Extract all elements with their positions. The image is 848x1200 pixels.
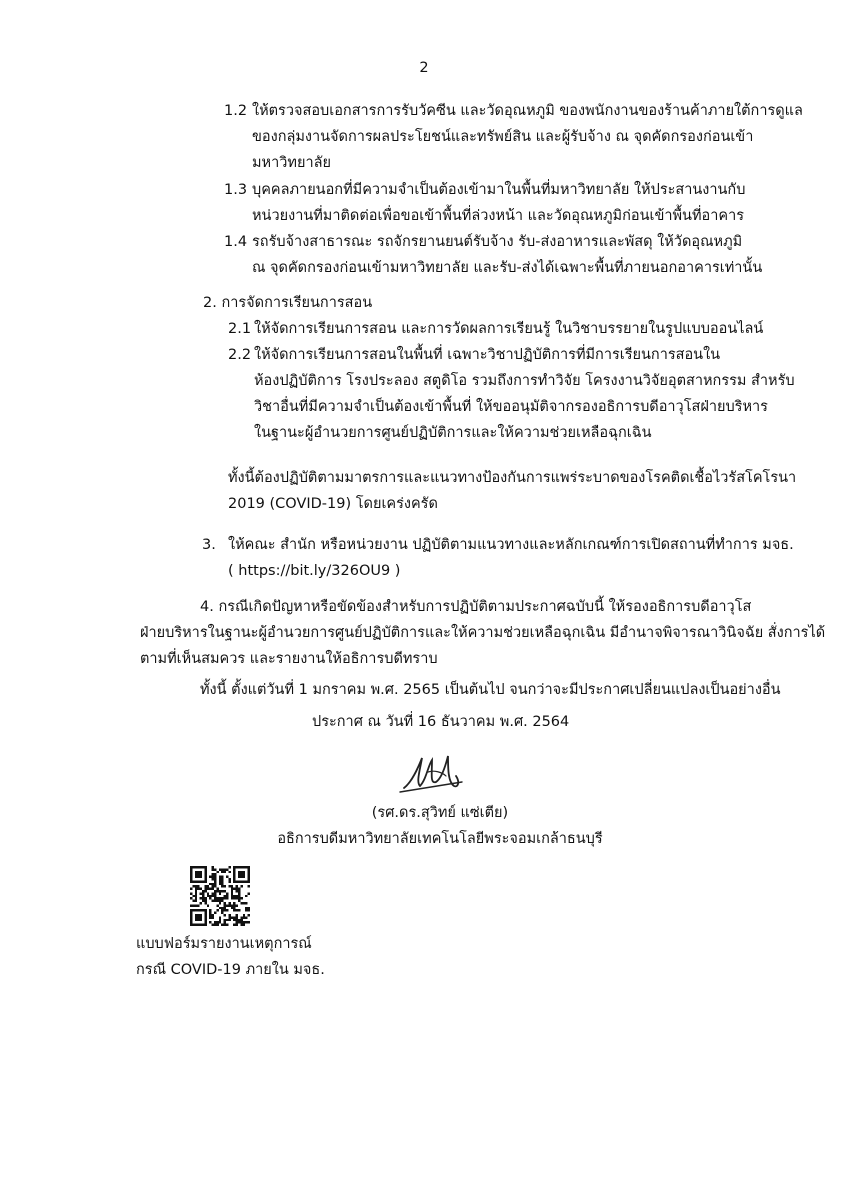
signature-image	[398, 752, 464, 798]
section-4-line-1: 4. กรณีเกิดปัญหาหรือขัดข้องสำหรับการปฏิบัติตามประกาศฉบับนี้ ให้รองอธิการบดีอาวุโส	[200, 599, 752, 615]
covid-note-line-2: 2019 (COVID-19) โดยเคร่งครัด	[228, 496, 438, 512]
item-2-2-line-4: ในฐานะผู้อำนวยการศูนย์ปฏิบัติการและให้ความช่วยเหลือฉุกเฉิน	[254, 425, 652, 441]
signatory-name: (รศ.ดร.สุวิทย์ แซ่เตีย)	[371, 805, 509, 821]
covid-note-line-1: ทั้งนี้ต้องปฏิบัติตามมาตรการและแนวทางป้องกันการแพร่ระบาดของโรคติดเชื้อไวรัสโคโรนา	[228, 470, 797, 486]
item-1-3-number: 1.3	[224, 182, 248, 198]
item-2-2-line-2: ห้องปฏิบัติการ โรงประลอง สตูดิโอ รวมถึงการทำวิจัย โครงงานวิจัยอุตสาหกรรม สำหรับ	[254, 373, 795, 389]
qr-caption-line-2: กรณี COVID-19 ภายใน มจธ.	[136, 962, 325, 978]
item-2-1-number: 2.1	[228, 321, 252, 337]
item-2-1-line-1: ให้จัดการเรียนการสอน และการวัดผลการเรียนรู้ ในวิชาบรรยายในรูปแบบออนไลน์	[254, 321, 764, 337]
item-1-4-line-1: รถรับจ้างสาธารณะ รถจักรยานยนต์รับจ้าง รับ-ส่งอาหารและพัสดุ ให้วัดอุณหภูมิ	[252, 234, 743, 250]
qr-code-image[interactable]	[190, 866, 250, 926]
item-2-2-number: 2.2	[228, 347, 252, 363]
section-3-number: 3.	[202, 537, 216, 553]
item-1-4-line-2: ณ จุดคัดกรองก่อนเข้ามหาวิทยาลัย และรับ-ส่งได้เฉพาะพื้นที่ภายนอกอาคารเท่านั้น	[252, 260, 763, 276]
announced-date: ประกาศ ณ วันที่ 16 ธันวาคม พ.ศ. 2564	[312, 714, 570, 730]
section-2-heading: 2. การจัดการเรียนการสอน	[203, 295, 373, 311]
effective-date: ทั้งนี้ ตั้งแต่วันที่ 1 มกราคม พ.ศ. 2565 เป็นต้นไป จนกว่าจะมีประกาศเปลี่ยนแปลงเป็นอย่างอื่น	[200, 682, 781, 698]
qr-caption-line-1: แบบฟอร์มรายงานเหตุการณ์	[136, 936, 312, 952]
page-number: 2	[419, 60, 429, 76]
section-3-text: ให้คณะ สำนัก หรือหน่วยงาน ปฏิบัติตามแนวทางและหลักเกณฑ์การเปิดสถานที่ทำการ มจธ.	[228, 537, 794, 553]
item-1-2-line-1: ให้ตรวจสอบเอกสารการรับวัคซีน และวัดอุณหภูมิ ของพนักงานของร้านค้าภายใต้การดูแล	[252, 103, 803, 119]
section-4-line-3: ตามที่เห็นสมควร และรายงานให้อธิการบดีทราบ	[140, 651, 438, 667]
item-1-3-line-2: หน่วยงานที่มาติดต่อเพื่อขอเข้าพื้นที่ล่วงหน้า และวัดอุณหภูมิก่อนเข้าพื้นที่อาคาร	[252, 208, 745, 224]
signatory-title: อธิการบดีมหาวิทยาลัยเทคโนโลยีพระจอมเกล้าธนบุรี	[277, 831, 603, 847]
item-2-2-line-3: วิชาอื่นที่มีความจำเป็นต้องเข้าพื้นที่ ให้ขออนุมัติจากรองอธิการบดีอาวุโสฝ่ายบริหาร	[254, 399, 768, 415]
section-3-link[interactable]: ( https://bit.ly/326OU9 )	[228, 563, 401, 579]
item-1-4-number: 1.4	[224, 234, 248, 250]
item-1-3-line-1: บุคคลภายนอกที่มีความจำเป็นต้องเข้ามาในพื้นที่มหาวิทยาลัย ให้ประสานงานกับ	[252, 182, 746, 198]
item-1-2-line-3: มหาวิทยาลัย	[252, 155, 331, 171]
item-1-2-line-2: ของกลุ่มงานจัดการผลประโยชน์และทรัพย์สิน และผู้รับจ้าง ณ จุดคัดกรองก่อนเข้า	[252, 129, 754, 145]
section-4-line-2: ฝ่ายบริหารในฐานะผู้อำนวยการศูนย์ปฏิบัติการและให้ความช่วยเหลือฉุกเฉิน มีอำนาจพิจารณาวินิจฉัย สั่งการได้	[140, 625, 826, 641]
item-2-2-line-1: ให้จัดการเรียนการสอนในพื้นที่ เฉพาะวิชาปฏิบัติการที่มีการเรียนการสอนใน	[254, 347, 721, 363]
item-1-2-number: 1.2	[224, 103, 248, 119]
